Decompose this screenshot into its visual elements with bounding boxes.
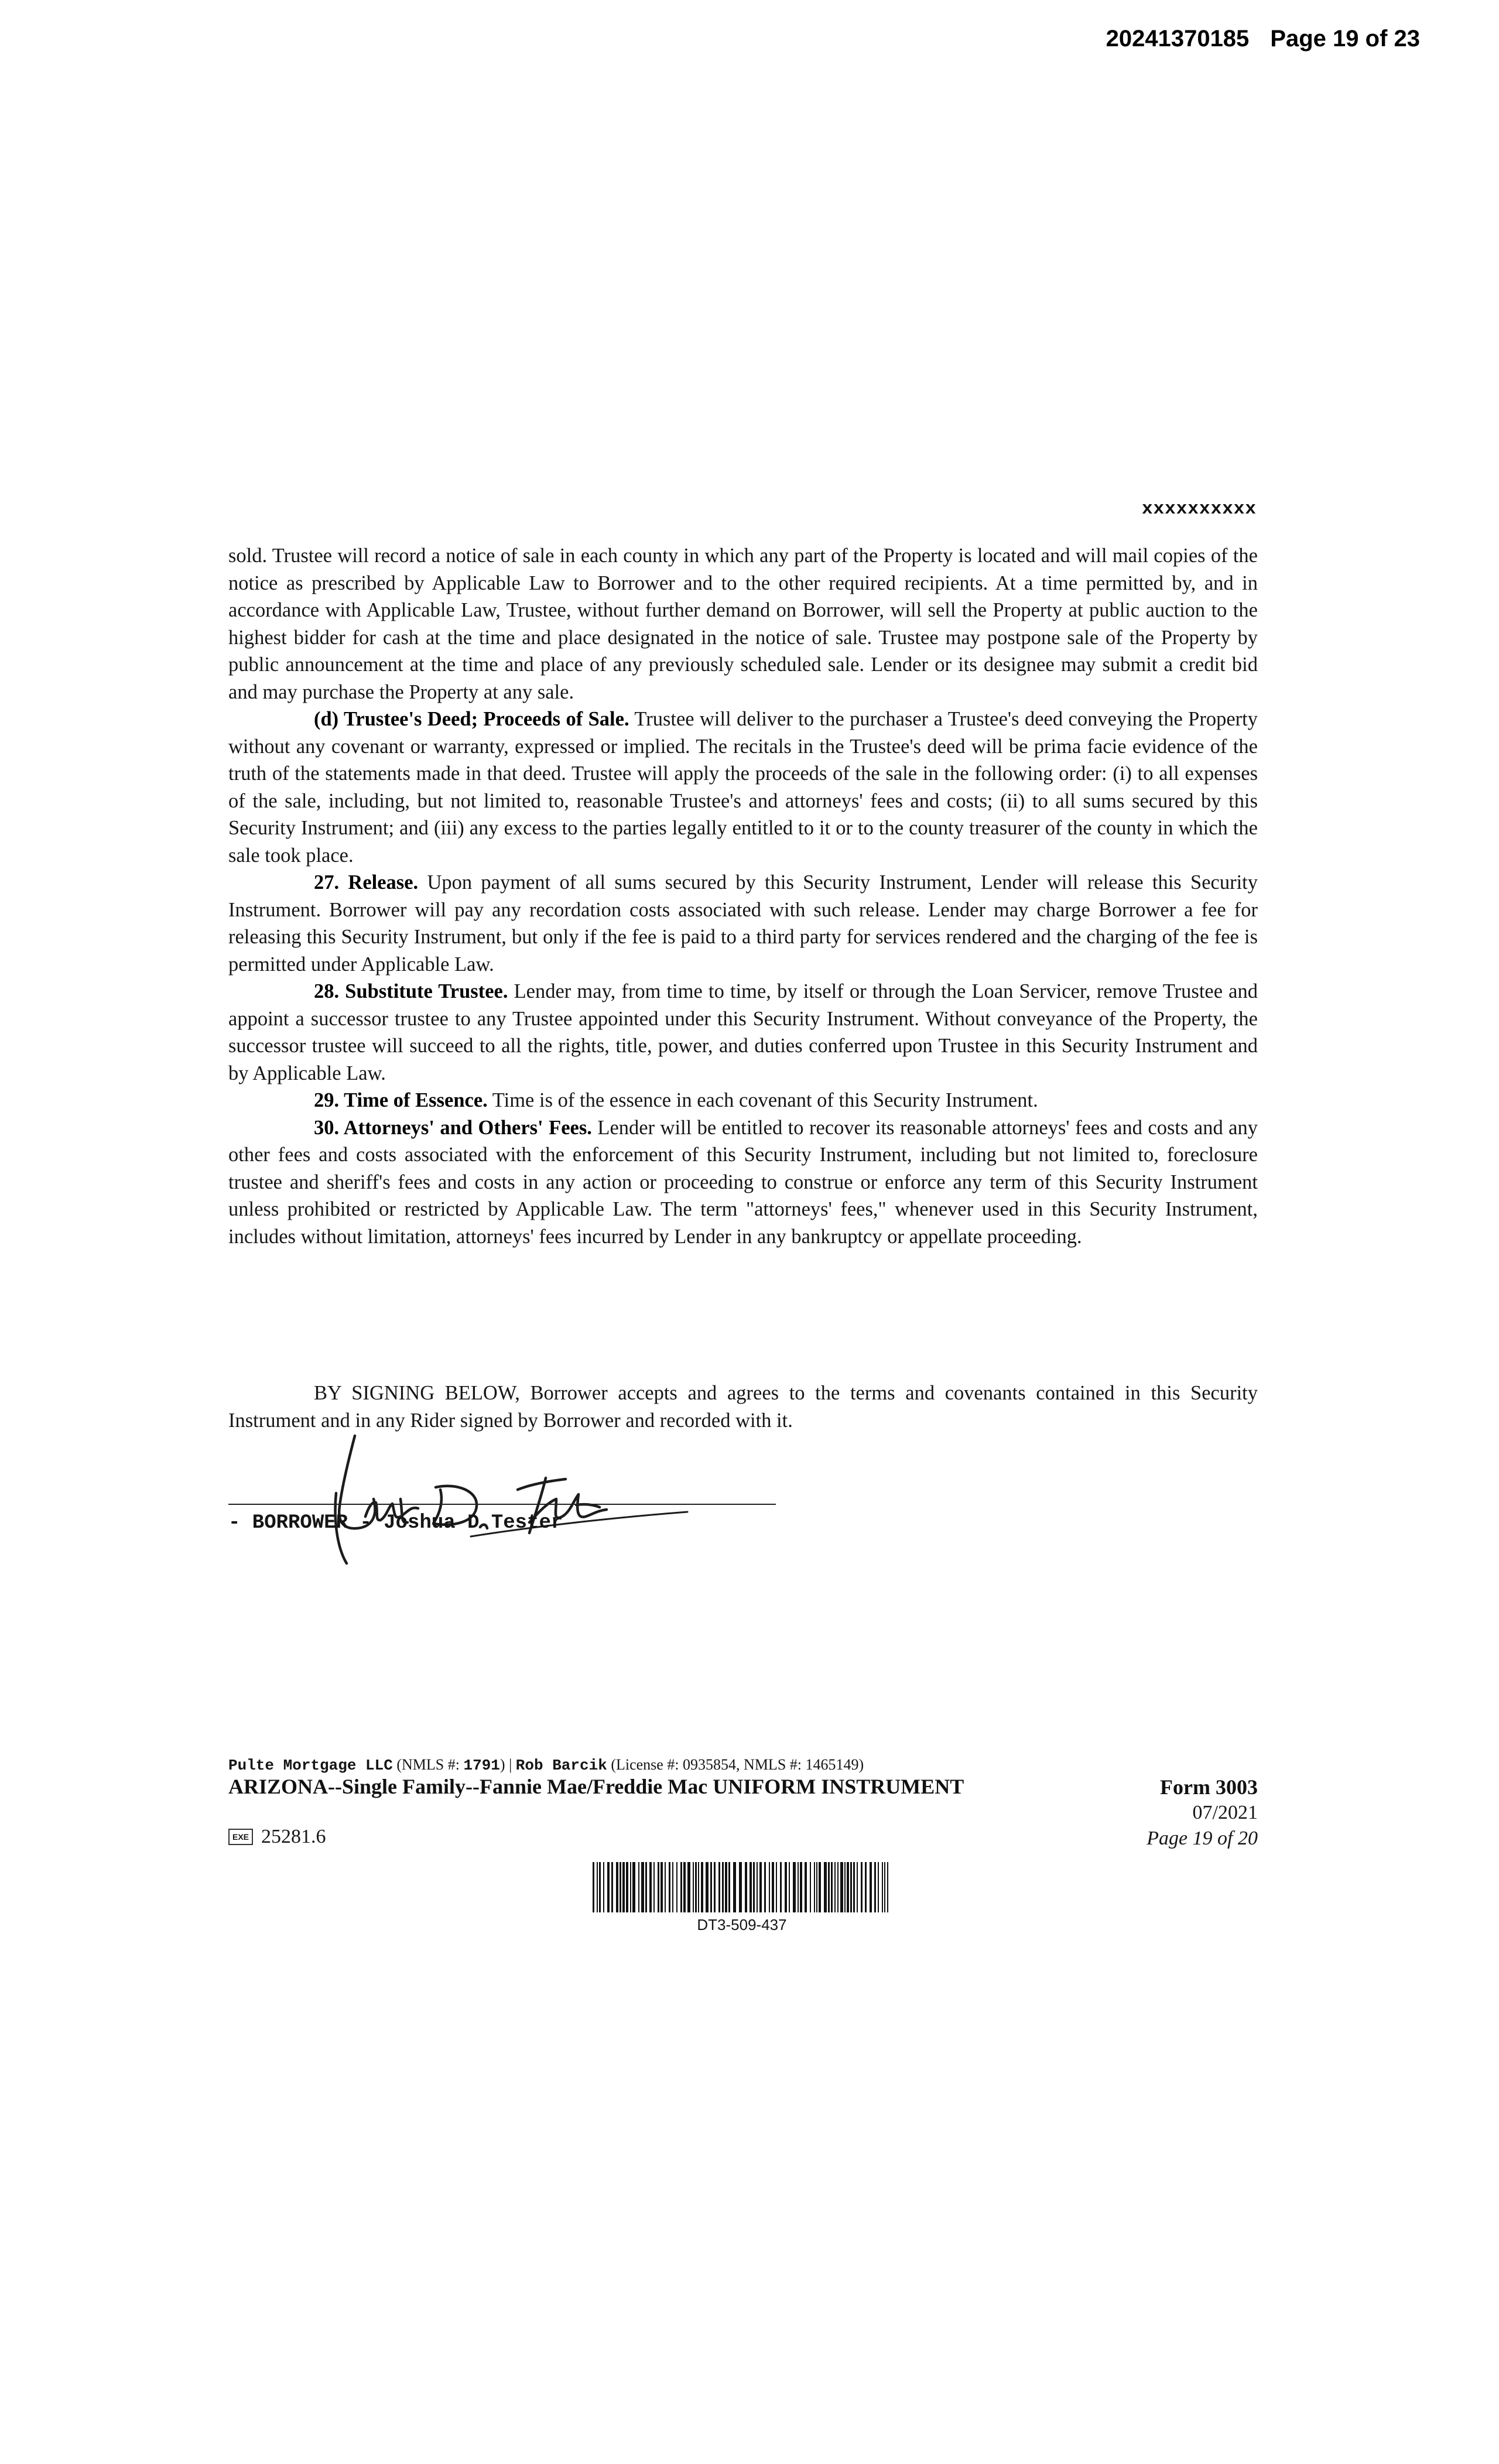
barcode-bar — [750, 1862, 752, 1912]
barcode-bar — [603, 1862, 604, 1912]
barcode-bar — [611, 1862, 613, 1912]
paragraph-trustees-deed — [228, 706, 1258, 869]
barcode-bar — [706, 1862, 709, 1912]
barcode-bar — [687, 1862, 690, 1912]
barcode-bar — [658, 1862, 659, 1912]
barcode-bar — [816, 1862, 817, 1912]
footer-lender-line — [228, 1756, 864, 1774]
barcode-bar — [861, 1862, 863, 1912]
barcode-bar — [764, 1862, 766, 1912]
barcode-bar — [824, 1862, 827, 1912]
text-release: Upon payment of all sums secured by this Security Instrument, Lender will release this Security Instrument. Borrower will pay any recordation costs associated with such release. Lender may charge Borrower a fee for releasing this Security Instrument, but only if the fee is paid to a third party for services rendered and the charging of the fee is permitted under Applicable Law. — [228, 871, 1258, 976]
barcode-bar — [660, 1862, 663, 1912]
barcode-bar — [701, 1862, 703, 1912]
barcode-bar — [814, 1862, 815, 1912]
barcode-bar — [718, 1862, 720, 1912]
barcode-bar — [753, 1862, 755, 1912]
paragraph-substitute-trustee — [228, 978, 1258, 1087]
barcode-bar — [698, 1862, 699, 1912]
footer-form-info — [1147, 1774, 1258, 1852]
lender-nmls-label: (NMLS #: — [392, 1756, 464, 1773]
barcode-bar — [607, 1862, 610, 1912]
lender-nmls-number: 1791 — [463, 1757, 500, 1774]
loan-originator-name: Rob Barcik — [515, 1757, 607, 1774]
barcode-bar — [733, 1862, 736, 1912]
barcode-bar — [641, 1862, 644, 1912]
barcode-bar — [645, 1862, 647, 1912]
barcode-bar — [759, 1862, 762, 1912]
barcode-bar — [831, 1862, 833, 1912]
heading-substitute-trustee: 28. Substitute Trustee. — [314, 980, 508, 1002]
barcode-bar — [874, 1862, 876, 1912]
loan-originator-license: (License #: 0935854, NMLS #: 1465149) — [607, 1756, 864, 1773]
heading-attorneys-fees: 30. Attorneys' and Others' Fees. — [314, 1116, 592, 1139]
text-attorneys-fees: Lender will be entitled to recover its reasonable attorneys' fees and costs and any other fees and costs associated with the enforcement of this Security Instrument, including but not limited to, foreclosure trustee and sheriff's fees and costs in any action or proceeding to construe or enforce any term of this Security Instrument unless prohibited or restricted by Applicable Law. The term "attorneys' fees," whenever used in this Security Instrument, includes without limitation, attorneys' fees incurred by Lender in any bankruptcy or appellate proceeding. — [228, 1116, 1258, 1248]
barcode-bar — [878, 1862, 879, 1912]
barcode-bar — [780, 1862, 782, 1912]
document-id-number: 25281.6 — [261, 1826, 326, 1847]
paragraph-attorneys-fees — [228, 1114, 1258, 1251]
footer-document-id — [228, 1826, 326, 1848]
paragraph-sale-continuation: sold. Trustee will record a notice of sale in each county in which any part of the Property is located and will mail copies of the notice as prescribed by Applicable Law to Borrower and to the other required recipients. At a time permitted by, and in accordance with Applicable Law, Trustee, without further demand on Borrower, will sell the Property at public auction to the highest bidder for cash at the time and place designated in the notice of sale. Trustee may postpone sale of the Property by public announcement at the time and place of any previously scheduled sale. Lender or its designee may submit a credit bid and may purchase the Property at any sale. — [228, 545, 1258, 703]
barcode-bar — [837, 1862, 839, 1912]
barcode-bar — [739, 1862, 742, 1912]
barcode-bar — [884, 1862, 885, 1912]
form-date: 07/2021 — [1192, 1802, 1258, 1823]
barcode — [593, 1862, 891, 1912]
barcode-bar — [638, 1862, 639, 1912]
barcode-bar — [632, 1862, 635, 1912]
form-number: Form 3003 — [1160, 1775, 1258, 1799]
barcode-bar — [626, 1862, 628, 1912]
barcode-bar — [844, 1862, 846, 1912]
barcode-bar — [695, 1862, 697, 1912]
barcode-bar — [722, 1862, 724, 1912]
barcode-bar — [616, 1862, 618, 1912]
signature-line — [228, 1504, 776, 1505]
barcode-bar — [772, 1862, 774, 1912]
barcode-bar — [710, 1862, 712, 1912]
barcode-bar — [680, 1862, 682, 1912]
barcode-bar — [599, 1862, 601, 1912]
lender-separator: ) | — [499, 1756, 516, 1773]
loan-reference-code: xxxxxxxxxx — [1141, 499, 1257, 519]
barcode-bar — [714, 1862, 716, 1912]
barcode-bar — [785, 1862, 787, 1912]
barcode-bar — [669, 1862, 670, 1912]
recording-page-label: Page 19 of 23 — [1270, 26, 1420, 52]
borrower-caption: - BORROWER - Joshua D Tester — [228, 1512, 563, 1534]
barcode-bar — [850, 1862, 852, 1912]
barcode-bar — [676, 1862, 677, 1912]
barcode-bar — [798, 1862, 799, 1912]
barcode-bar — [622, 1862, 625, 1912]
barcode-bar — [887, 1862, 888, 1912]
barcode-bar — [810, 1862, 811, 1912]
recording-number: 20241370185 — [1106, 26, 1250, 52]
text-time-of-essence: Time is of the essence in each covenant of this Security Instrument. — [487, 1089, 1038, 1111]
recording-header — [1106, 26, 1420, 52]
barcode-bar — [834, 1862, 836, 1912]
paragraph-time-of-essence — [228, 1087, 1258, 1114]
borrower-signature — [225, 1429, 781, 1569]
barcode-bar — [653, 1862, 655, 1912]
barcode-bar — [828, 1862, 830, 1912]
barcode-bar — [693, 1862, 694, 1912]
barcode-label: DT3-509-437 — [697, 1916, 787, 1933]
barcode-bar — [819, 1862, 821, 1912]
barcode-bar — [776, 1862, 777, 1912]
barcode-bar — [597, 1862, 598, 1912]
document-body — [228, 542, 1258, 1250]
barcode-bar — [665, 1862, 666, 1912]
text-trustees-deed: Trustee will deliver to the purchaser a Trustee's deed conveying the Property without any covenant or warranty, expressed or implied. The recitals in the Trustee's deed will be prima facie evidence of the truth of the statements made in that deed. Trustee will apply the proceeds of the sale in the following order: (i) to all expenses of the sale, including, but not limited to, reasonable Trustee's and attorneys' fees and costs; (ii) to all sums secured by this Security Instrument; and (iii) any excess to the parties legally entitled to it or to the county treasurer of the county in which the sale took place. — [228, 708, 1258, 867]
barcode-bar — [672, 1862, 673, 1912]
paragraph-release — [228, 869, 1258, 978]
barcode-bar — [620, 1862, 621, 1912]
barcode-bar — [728, 1862, 730, 1912]
barcode-bar — [593, 1862, 594, 1912]
heading-time-of-essence: 29. Time of Essence. — [314, 1089, 488, 1111]
barcode-bar — [769, 1862, 770, 1912]
footer-form-title: ARIZONA--Single Family--Fannie Mae/Freddie Mac UNIFORM INSTRUMENT — [228, 1775, 964, 1798]
barcode-bar — [725, 1862, 727, 1912]
barcode-bar — [870, 1862, 872, 1912]
barcode-bar — [853, 1862, 855, 1912]
barcode-bar — [847, 1862, 849, 1912]
barcode-bar — [630, 1862, 631, 1912]
signing-statement: BY SIGNING BELOW, Borrower accepts and agrees to the terms and covenants contained in this Security Instrument and in any Rider signed by Borrower and recorded with it. — [228, 1382, 1258, 1432]
barcode-bar — [683, 1862, 686, 1912]
lender-name: Pulte Mortgage LLC — [228, 1757, 393, 1774]
barcode-bar — [865, 1862, 867, 1912]
heading-trustees-deed: (d) Trustee's Deed; Proceeds of Sale. — [314, 708, 629, 730]
barcode-bar — [649, 1862, 652, 1912]
barcode-bar — [745, 1862, 747, 1912]
form-page-number: Page 19 of 20 — [1147, 1828, 1258, 1849]
barcode-bar — [805, 1862, 807, 1912]
barcode-bar — [882, 1862, 883, 1912]
barcode-bar — [840, 1862, 843, 1912]
barcode-bar — [800, 1862, 802, 1912]
barcode-bar — [757, 1862, 758, 1912]
barcode-bar — [857, 1862, 858, 1912]
barcode-bar — [789, 1862, 790, 1912]
barcode-bar — [793, 1862, 796, 1912]
document-software-icon: EXE — [228, 1829, 253, 1845]
heading-release: 27. Release. — [314, 871, 419, 894]
text-substitute-trustee: Lender may, from time to time, by itself or through the Loan Servicer, remove Trustee and appoint a successor trustee to any Trustee appointed under this Security Instrument. Without conveyance of the Property, the successor trustee will succeed to all the rights, title, power, and duties conferred upon Trustee in this Security Instrument and by Applicable Law. — [228, 980, 1258, 1084]
